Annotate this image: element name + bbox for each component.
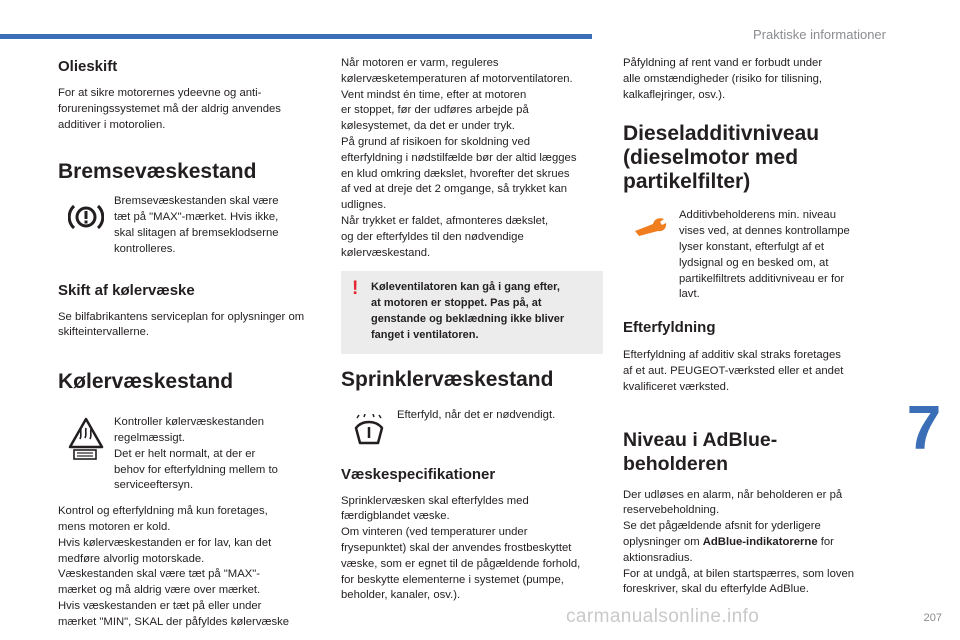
coolant-icon-text-line: Det er helt normalt, at der er [114,447,256,460]
coolant-body-line: Hvis væskestanden er tæt på eller under [58,599,262,612]
adblue-line: Se det pågældende afsnit for yderligere [623,520,821,533]
diesel-additive-heading [623,122,879,194]
coolant-icon-text-line: Kontroller kølervæskestanden [114,416,265,429]
column-1 [58,56,310,631]
spec-line: Om vinteren (ved temperaturer under [341,526,528,539]
chapter-number: 7 [906,394,942,463]
continued-line: kølervæsketemperaturen af motorventilatoren. [341,72,573,85]
brake-text-line: skal slitagen af bremseklodserne [114,226,279,239]
spec-line: for beskytte elementerne i systemet (pumpe, [341,573,564,586]
washer-continued-text [623,56,879,103]
adblue-text [623,488,879,599]
spec-line: færdigblandet væske. [341,510,450,523]
diesel-text-line: vises ved, at dennes kontrollampe [679,225,850,238]
coolant-body-line: mærket og må aldrig være over mærket. [58,584,261,597]
coolant-continued-text [341,56,603,261]
warning-line: Køleventilatoren kan gå i gang efter, [371,281,560,294]
spec-line: frysepunktet) skal der anvendes frostbeskyttet [341,541,572,554]
fluid-spec-heading: Væskespecifikationer [341,465,496,483]
column-2 [341,56,603,604]
spec-line: Sprinklervæsken skal efterfyldes med [341,494,529,507]
oil-change-heading: Olieskift [58,58,118,75]
continued-line: udlignes. [341,199,387,212]
diesel-heading-line: partikelfilter) [623,170,751,194]
refill-text [623,348,879,395]
continued-line: kalkaflejringer, osv.). [623,88,726,101]
adblue-heading: Niveau i AdBlue-beholderen [623,428,778,475]
spec-line: beholder, kanaler, osv.). [341,589,461,602]
coolant-body-line: Væskestanden skal være tæt på "MAX"- [58,568,261,581]
continued-line: af ved at dreje det 2 omgange, så trykket kan [341,183,568,196]
adblue-indicator-term: AdBlue-indikatorerne [702,535,818,548]
coolant-body-line: Hvis kølervæskestanden er for lav, kan det [58,536,272,549]
adblue-line: reservebeholdning. [623,504,720,517]
continued-line: Når trykket er faldet, afmonteres dækslet, [341,214,549,227]
brake-text-line: Bremsevæskestanden skal være [114,195,279,208]
adblue-line-post: for [817,535,834,548]
spec-line: væske, som er egnet til de pågældende forhold, [341,557,581,570]
continued-line: kølesystemet, da det er under tryk. [341,120,515,133]
diesel-additive-block [623,208,879,303]
brake-text-line: kontrolleres. [114,242,176,255]
warning-exclamation-icon: ! [352,278,359,300]
warning-line: genstande og beklædning ikke bliver [371,312,565,325]
column-3 [623,56,879,598]
continued-line: Når motoren er varm, reguleres [341,57,499,69]
coolant-change-heading: Skift af kølervæske [58,281,195,299]
washer-fluid-heading: Sprinklervæskestand [341,367,554,391]
continued-line: kølervæskestand. [341,246,431,259]
brake-text-line: tæt på "MAX"-mærket. Hvis ikke, [114,211,279,224]
washer-fluid-icon [341,408,397,446]
continued-line: en klud omkring dækslet, hvorefter det skrues [341,167,570,180]
warning-line: fanget i ventilatoren. [371,328,479,341]
diesel-text-line: lavt. [679,288,700,301]
continued-line: og der efterfyldes til den nødvendige [341,230,524,243]
refill-line: af et aut. PEUGEOT-værksted eller et andet [623,364,844,377]
refill-line: kvalificeret værksted. [623,380,730,393]
continued-line: På grund af risikoen for skoldning ved [341,135,531,148]
adblue-line [623,535,879,551]
coolant-icon-text-line: serviceeftersyn. [114,479,194,492]
continued-line: er stoppet, før der udføres arbejde på [341,104,529,117]
refill-line: Efterfyldning af additiv skal straks foretages [623,349,841,362]
diesel-heading-line: (dieselmotor med [623,146,799,170]
diesel-heading-line: Dieseladditivniveau [623,122,820,146]
running-title: Praktiske informationer [753,27,886,42]
coolant-level-body [58,504,310,630]
coolant-icon-text-line: behov for efterfyldning mellem to [114,463,278,476]
fluid-spec-text [341,494,603,605]
watermark: carmanualsonline.info [566,606,760,627]
coolant-level-heading: Kølervæskestand [58,370,234,394]
continued-line: Vent mindst én time, efter at motoren [341,88,527,101]
coolant-body-line: mens motoren er kold. [58,520,171,533]
coolant-body-line: medføre alvorlig motorskade. [58,552,205,565]
diesel-text-line: partikelfiltrets additivniveau er for [679,272,845,285]
warning-line: at motoren er stoppet. Pas på, at [371,297,542,310]
page-number: 207 [923,612,942,624]
coolant-body-line: Kontrol og efterfyldning må kun foretages, [58,505,268,518]
wrench-icon [623,208,679,236]
continued-line: alle omstændigheder (risiko for tilisning, [623,72,823,85]
coolant-body-line: mærket "MIN", SKAL der påfyldes kølervæske [58,615,290,628]
coolant-warning-icon [58,415,114,461]
diesel-text-line: Additivbeholderens min. niveau [679,209,836,222]
adblue-line: foreskriver, skal du efterfylde AdBlue. [623,583,809,596]
diesel-text-line: lydsignal og en besked om, at [679,256,829,269]
brake-fluid-heading: Bremsevæskestand [58,160,257,184]
refill-heading: Efterfyldning [623,319,716,337]
washer-fluid-block [341,408,603,446]
oil-change-text: For at sikre motorernes ydeevne og anti-forureningssystemet må der aldrig anvendes additiver i motorolien. [58,87,281,131]
continued-line: Påfyldning af rent vand er forbudt under [623,57,823,69]
coolant-change-text: Se bilfabrikantens serviceplan for oplysninger om skifteintervallerne. [58,310,305,339]
brake-fluid-block [58,194,310,257]
adblue-line: For at undgå, at bilen startspærres, som loven [623,567,855,580]
coolant-level-block [58,415,310,494]
adblue-line: aktionsradius. [623,551,693,564]
adblue-line-pre: oplysninger om [623,535,703,548]
adblue-line: Der udløses en alarm, når beholderen er på [623,488,843,501]
fan-warning-note [341,271,603,353]
diesel-text-line: lyser konstant, efterfulgt af et [679,240,825,253]
brake-warning-icon [58,194,114,232]
washer-fluid-text: Efterfyld, når det er nødvendigt. [397,408,556,421]
continued-line: efterfyldning i nødstilfælde bør der altid lægges [341,151,577,164]
coolant-icon-text-line: regelmæssigt. [114,431,185,444]
header-accent-bar [0,34,592,39]
